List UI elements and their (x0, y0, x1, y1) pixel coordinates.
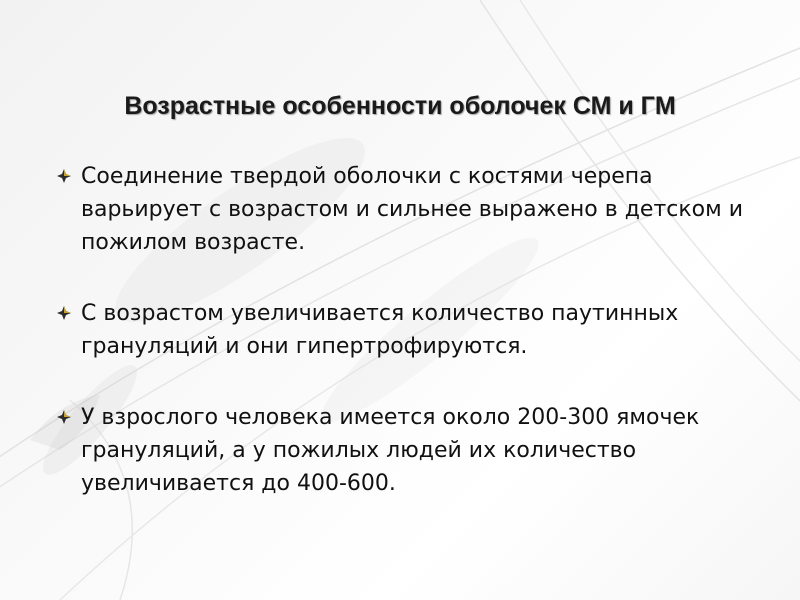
bullet-list (55, 160, 745, 500)
star-bullet-icon (57, 410, 71, 424)
star-bullet-icon (57, 306, 71, 320)
bullet-text: С возрастом увеличивается количество паутинных грануляций и они гипертрофируются. (81, 301, 679, 359)
bullet-item (55, 160, 745, 259)
slide-title: Возрастные особенности оболочек СМ и ГМ (124, 92, 676, 120)
bullet-item (55, 401, 745, 500)
bullet-item (55, 297, 745, 363)
bullet-text: Соединение твердой оболочки с костями черепа варьирует с возрастом и сильнее выражено в детском и пожилом возрасте. (81, 164, 744, 255)
star-bullet-icon (57, 169, 71, 183)
bullet-text: У взрослого человека имеется около 200-300 ямочек грануляций, а у пожилых людей их количество увеличивается до 400-600. (81, 405, 700, 496)
